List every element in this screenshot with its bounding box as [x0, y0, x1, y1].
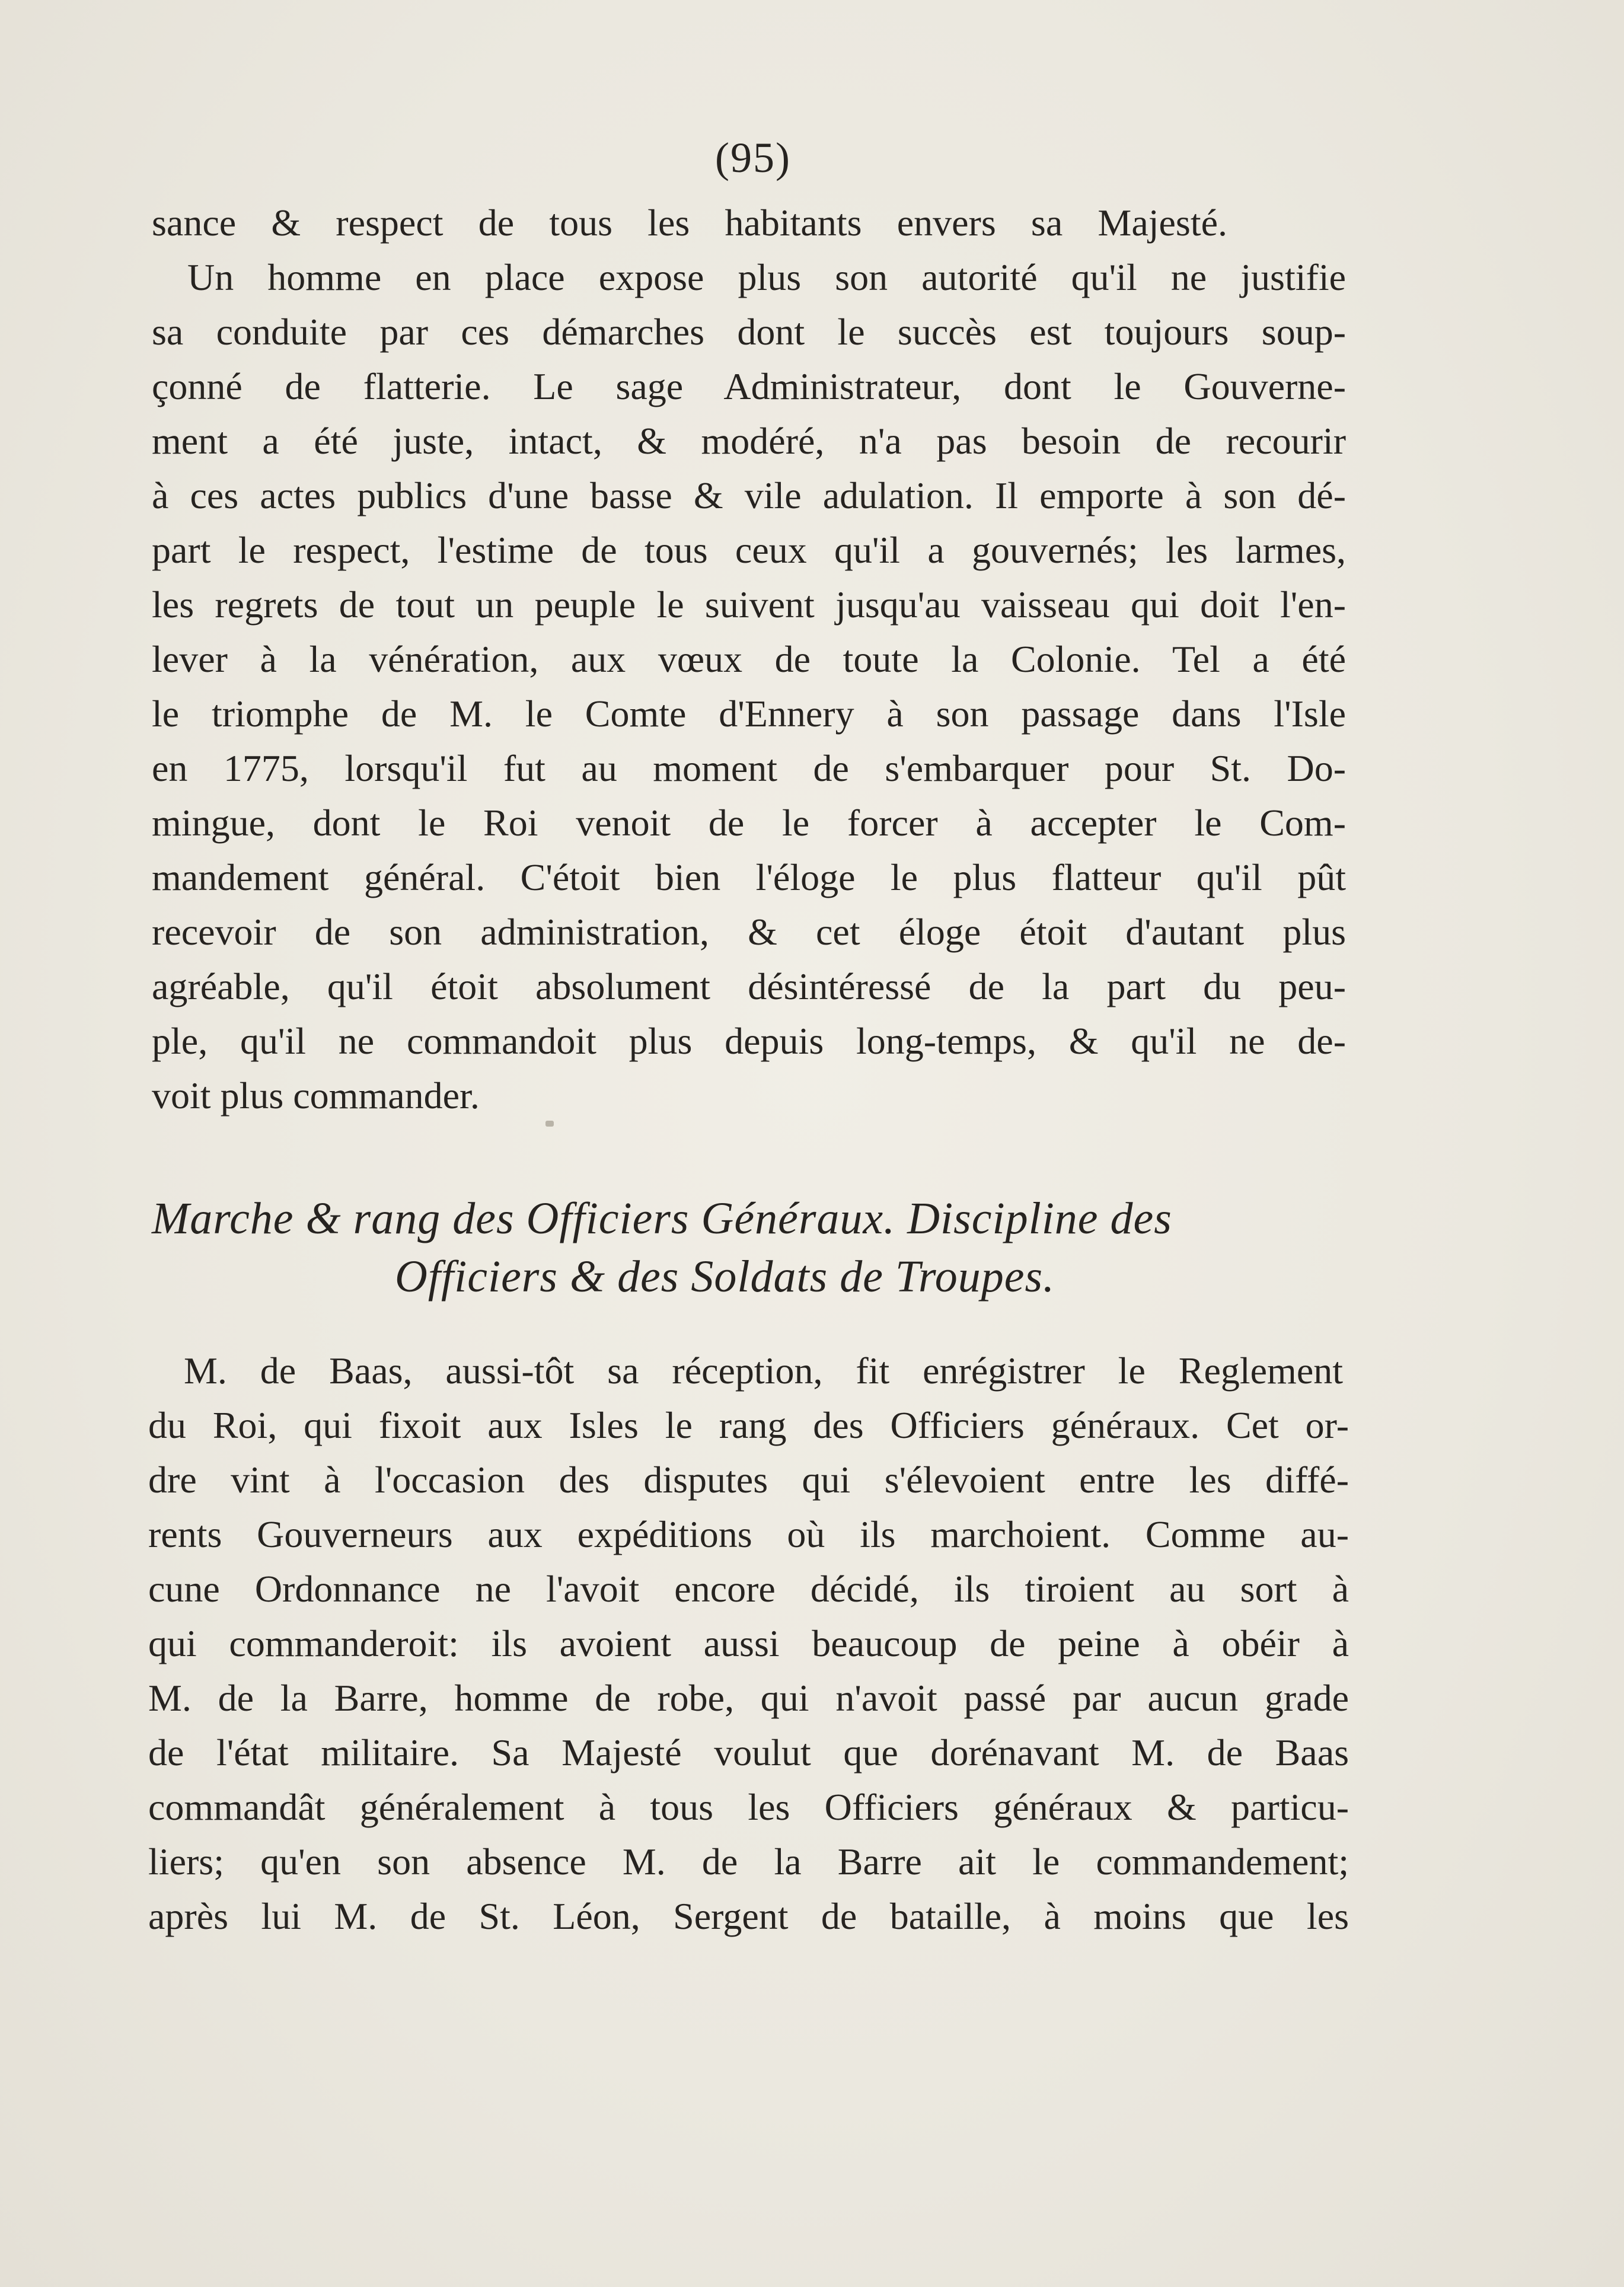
text-line: part le respect, l'estime de tous ceux qu'il a gouvernés; les larmes, [152, 529, 1346, 571]
text-line: commandât généralement à tous les Officiers généraux & particu- [148, 1786, 1349, 1828]
text-line: Un homme en place expose plus son autorité qu'il ne justifie [187, 256, 1346, 298]
text-line: à ces actes publics d'une basse & vile adulation. Il emporte à son dé- [152, 474, 1346, 516]
text-line: ment a été juste, intact, & modéré, n'a pas besoin de recourir [152, 420, 1346, 462]
text-line: mandement général. C'étoit bien l'éloge le plus flatteur qu'il pût [152, 856, 1346, 898]
text-line: le triomphe de M. le Comte d'Ennery à son passage dans l'Isle [152, 693, 1346, 735]
text-line: mingue, dont le Roi venoit de le forcer à accepter le Com- [152, 802, 1346, 844]
text-line: M. de la Barre, homme de robe, qui n'avoit passé par aucun grade [148, 1677, 1349, 1719]
text-line: du Roi, qui fixoit aux Isles le rang des Officiers généraux. Cet or- [148, 1404, 1349, 1446]
ink-mark [545, 1121, 554, 1127]
text-line: lever à la vénération, aux vœux de toute la Colonie. Tel a été [152, 638, 1346, 680]
heading-line-1: Marche & rang des Officiers Généraux. Discipline des [152, 1194, 1172, 1243]
text-line: voit plus commander. [152, 1074, 480, 1117]
text-line: agréable, qu'il étoit absolument désintéressé de la part du peu- [152, 965, 1346, 1007]
text-line: les regrets de tout un peuple le suivent jusqu'au vaisseau qui doit l'en- [152, 583, 1346, 626]
heading-line-2: Officiers & des Soldats de Troupes. [395, 1252, 1055, 1302]
text-line: sance & respect de tous les habitants envers sa Majesté. [152, 202, 1227, 244]
text-line: çonné de flatterie. Le sage Administrateur, dont le Gouverne- [152, 365, 1346, 407]
text-line: sa conduite par ces démarches dont le succès est toujours soup- [152, 311, 1346, 353]
text-line: après lui M. de St. Léon, Sergent de bataille, à moins que les [148, 1895, 1349, 1937]
text-line: ple, qu'il ne commandoit plus depuis long-temps, & qu'il ne de- [152, 1020, 1346, 1062]
text-line: recevoir de son administration, & cet éloge étoit d'autant plus [152, 911, 1346, 953]
text-line: cune Ordonnance ne l'avoit encore décidé, ils tiroient au sort à [148, 1568, 1349, 1610]
text-line: M. de Baas, aussi-tôt sa réception, fit enrégistrer le Reglement [184, 1350, 1343, 1392]
text-line: dre vint à l'occasion des disputes qui s'élevoient entre les diffé- [148, 1459, 1349, 1501]
text-line: qui commanderoit: ils avoient aussi beaucoup de peine à obéir à [148, 1622, 1349, 1664]
text-line: liers; qu'en son absence M. de la Barre ait le commandement; [148, 1841, 1349, 1883]
page-number: (95) [715, 134, 791, 181]
text-line: rents Gouverneurs aux expéditions où ils marchoient. Comme au- [148, 1513, 1349, 1555]
text-line: de l'état militaire. Sa Majesté voulut que dorénavant M. de Baas [148, 1731, 1349, 1774]
text-line: en 1775, lorsqu'il fut au moment de s'embarquer pour St. Do- [152, 747, 1346, 789]
